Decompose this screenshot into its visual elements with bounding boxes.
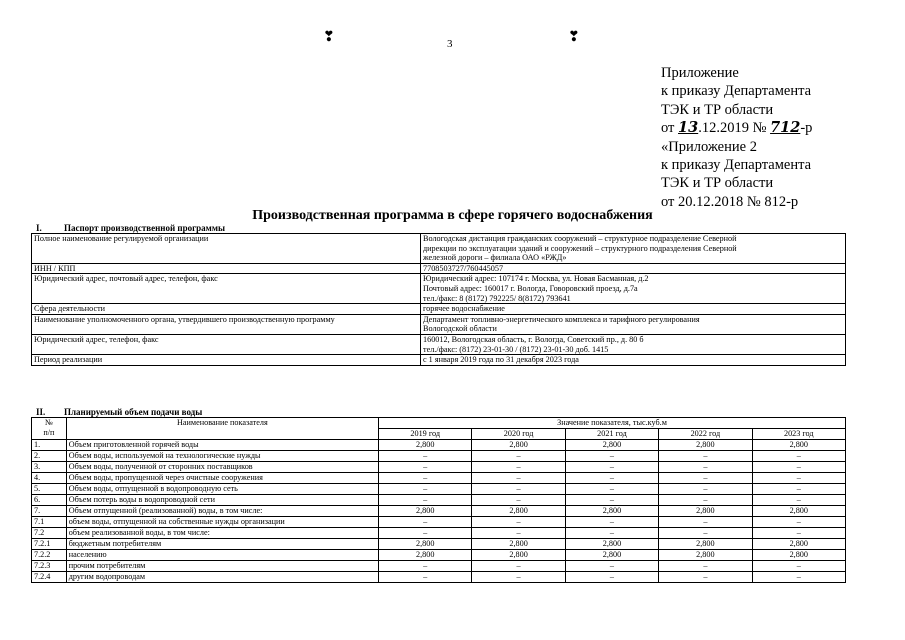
row-value: – — [379, 528, 472, 539]
passport-value-line: тел./факс: (8172) 23-01-30 / (8172) 23-01-30 доб. 1415 — [423, 344, 609, 354]
year-header: 2022 год — [659, 429, 752, 440]
row-number: 3. — [32, 462, 67, 473]
table-row — [32, 539, 846, 550]
passport-value-line: Почтовый адрес: 160017 г. Вологда, Говоровский проезд, д.7а — [423, 283, 638, 293]
passport-value — [421, 355, 846, 366]
row-indicator: населению — [66, 550, 378, 561]
year-header: 2020 год — [472, 429, 565, 440]
section-1-heading — [36, 223, 225, 233]
row-value: – — [472, 528, 565, 539]
passport-value-line: с 1 января 2019 года по 31 декабря 2023 года — [423, 355, 579, 365]
row-number: 7.2.4 — [32, 572, 67, 583]
row-number: 4. — [32, 473, 67, 484]
table-row — [32, 517, 846, 528]
row-value: 2,800 — [752, 440, 845, 451]
scan-mark-left: ❣ — [323, 30, 335, 45]
row-value: – — [752, 517, 845, 528]
row-value: 2,800 — [379, 550, 472, 561]
table-row — [32, 462, 846, 473]
col-header-number-line1: № — [44, 418, 53, 427]
passport-value — [421, 234, 846, 264]
table-row — [32, 506, 846, 517]
row-value: – — [565, 484, 658, 495]
prev-annex-line: ТЭК и ТР области — [661, 175, 774, 192]
annex-line: к приказу Департамента — [661, 83, 812, 100]
row-value: – — [379, 495, 472, 506]
row-indicator: Объем воды, используемой на технологические нужды — [66, 451, 378, 462]
passport-label: Юридический адрес, телефон, факс — [32, 334, 421, 354]
row-indicator: Объем воды, полученной от сторонних поставщиков — [66, 462, 378, 473]
order-prefix: от — [661, 120, 675, 137]
passport-value — [421, 334, 846, 354]
row-value: 2,800 — [379, 506, 472, 517]
row-number: 7.2 — [32, 528, 67, 539]
passport-row — [32, 314, 846, 334]
handwritten-day: 13 — [678, 119, 699, 137]
row-value: – — [752, 561, 845, 572]
passport-value-line: 160012, Вологодская область, г. Вологда, Советский пр., д. 80 б — [423, 334, 644, 344]
passport-value-line: Юридический адрес: 107174 г. Москва, ул. Новая Басманная, д.2 — [423, 274, 649, 284]
row-value: – — [752, 528, 845, 539]
table-row — [32, 484, 846, 495]
row-value: – — [565, 495, 658, 506]
row-value: – — [659, 517, 752, 528]
row-indicator: бюджетным потребителям — [66, 539, 378, 550]
row-number: 1. — [32, 440, 67, 451]
row-value: – — [659, 451, 752, 462]
row-value: 2,800 — [472, 550, 565, 561]
passport-row — [32, 234, 846, 264]
passport-value — [421, 263, 846, 274]
row-indicator: Объем приготовленной горячей воды — [66, 440, 378, 451]
page-number: 3 — [447, 38, 453, 50]
col-header-number-line2: п/п — [43, 427, 55, 437]
row-value: 2,800 — [472, 506, 565, 517]
passport-value-line: железной дороги – филиала ОАО «РЖД» — [423, 253, 567, 263]
row-indicator: другим водопроводам — [66, 572, 378, 583]
row-indicator: Объем воды, отпущенной в водопроводную сеть — [66, 484, 378, 495]
section-1-number: I. — [36, 223, 42, 233]
row-value: 2,800 — [472, 440, 565, 451]
row-value: 2,800 — [565, 539, 658, 550]
table-row — [32, 572, 846, 583]
row-value: 2,800 — [379, 539, 472, 550]
passport-row — [32, 274, 846, 304]
row-value: 2,800 — [565, 506, 658, 517]
col-header-value: Значение показателя, тыс.куб.м — [379, 418, 846, 429]
row-value: – — [379, 451, 472, 462]
row-indicator: Объем потерь воды в водопроводной сети — [66, 495, 378, 506]
row-number: 5. — [32, 484, 67, 495]
year-header: 2021 год — [565, 429, 658, 440]
passport-label: Юридический адрес, почтовый адрес, телефон, факс — [32, 274, 421, 304]
passport-value — [421, 274, 846, 304]
row-number: 6. — [32, 495, 67, 506]
row-value: – — [379, 561, 472, 572]
row-value: – — [379, 517, 472, 528]
table-row — [32, 561, 846, 572]
row-value: 2,800 — [565, 550, 658, 561]
row-value: – — [379, 484, 472, 495]
passport-value-line: Вологодской области — [423, 324, 497, 334]
handwritten-number: 712 — [770, 119, 801, 137]
row-number: 7.1 — [32, 517, 67, 528]
passport-label: Сфера деятельности — [32, 304, 421, 315]
passport-value-line: дирекции по эксплуатации зданий и сооружений – структурного подразделения Северной — [423, 243, 737, 253]
row-value: – — [379, 462, 472, 473]
row-value: – — [659, 484, 752, 495]
row-value: 2,800 — [752, 539, 845, 550]
row-number: 7. — [32, 506, 67, 517]
row-value: – — [565, 517, 658, 528]
row-value: – — [565, 473, 658, 484]
section-2-number: II. — [36, 407, 46, 417]
passport-value-line: тел./факс: 8 (8172) 792225/ 8(8172) 793641 — [423, 293, 571, 303]
passport-value — [421, 304, 846, 315]
row-value: – — [379, 473, 472, 484]
row-value: 2,800 — [565, 440, 658, 451]
row-value: – — [752, 451, 845, 462]
row-number: 7.2.3 — [32, 561, 67, 572]
passport-label: Период реализации — [32, 355, 421, 366]
table-row — [32, 473, 846, 484]
row-indicator: объем воды, отпущенной на собственные нужды организации — [66, 517, 378, 528]
row-indicator: Объем воды, пропущенной через очистные сооружения — [66, 473, 378, 484]
year-header: 2019 год — [379, 429, 472, 440]
section-2-heading — [36, 407, 202, 417]
row-value: 2,800 — [659, 506, 752, 517]
row-value: – — [752, 495, 845, 506]
row-value: – — [659, 561, 752, 572]
passport-value-line: горячее водоснабжение — [423, 304, 505, 314]
row-value: – — [472, 561, 565, 572]
prev-annex-line: к приказу Департамента — [661, 157, 812, 174]
col-header-indicator: Наименование показателя — [66, 418, 378, 440]
table-row — [32, 451, 846, 462]
row-value: – — [472, 572, 565, 583]
row-value: – — [659, 473, 752, 484]
row-value: 2,800 — [659, 440, 752, 451]
row-value: – — [565, 451, 658, 462]
passport-label: ИНН / КПП — [32, 263, 421, 274]
row-number: 2. — [32, 451, 67, 462]
row-value: – — [472, 473, 565, 484]
passport-row — [32, 304, 846, 315]
section-2-title: Планируемый объем подачи воды — [64, 407, 203, 417]
order-mid: .12.2019 № — [698, 120, 767, 137]
passport-row — [32, 355, 846, 366]
row-value: – — [472, 495, 565, 506]
passport-row — [32, 334, 846, 354]
row-value: – — [472, 462, 565, 473]
row-value: – — [379, 572, 472, 583]
row-indicator: прочим потребителям — [66, 561, 378, 572]
row-value: – — [659, 528, 752, 539]
table-row — [32, 550, 846, 561]
passport-value — [421, 314, 846, 334]
row-value: 2,800 — [752, 506, 845, 517]
row-value: 2,800 — [752, 550, 845, 561]
row-value: – — [752, 484, 845, 495]
passport-row — [32, 263, 846, 274]
row-value: 2,800 — [379, 440, 472, 451]
passport-label: Наименование уполномоченного органа, утвердившего производственную программу — [32, 314, 421, 334]
row-value: – — [472, 484, 565, 495]
row-indicator: объем реализованной воды, в том числе: — [66, 528, 378, 539]
document-title: Производственная программа в сфере горячего водоснабжения — [252, 208, 653, 223]
order-suffix: -р — [800, 120, 813, 137]
row-value: – — [752, 462, 845, 473]
row-value: – — [659, 572, 752, 583]
row-value: 2,800 — [472, 539, 565, 550]
section-1-title: Паспорт производственной программы — [64, 223, 225, 233]
row-value: 2,800 — [659, 539, 752, 550]
row-value: – — [472, 517, 565, 528]
row-value: – — [565, 528, 658, 539]
row-value: – — [565, 462, 658, 473]
row-value: – — [659, 495, 752, 506]
passport-value-line: Департамент топливно-энергетического комплекса и тарифного регулирования — [423, 314, 700, 324]
passport-table — [31, 233, 846, 366]
annex-block — [661, 64, 812, 211]
water-volume-table — [31, 417, 846, 583]
annex-line: Приложение — [661, 65, 739, 81]
row-number: 7.2.1 — [32, 539, 67, 550]
table-row — [32, 528, 846, 539]
scan-mark-right: ❣ — [568, 30, 580, 45]
row-value: – — [752, 473, 845, 484]
row-value: 2,800 — [659, 550, 752, 561]
passport-value-line: Вологодская дистанция гражданских сооружений – структурное подразделение Северной — [423, 234, 737, 243]
row-value: – — [472, 451, 565, 462]
prev-annex-line: «Приложение 2 — [661, 138, 757, 155]
passport-value-line: 7708503727/760445057 — [423, 263, 504, 273]
order-date-line — [661, 119, 812, 137]
passport-label: Полное наименование регулируемой организации — [32, 234, 421, 264]
table-row — [32, 440, 846, 451]
row-value: – — [752, 572, 845, 583]
table-row — [32, 495, 846, 506]
row-value: – — [565, 561, 658, 572]
prev-annex-line: от 20.12.2018 № 812-р — [661, 193, 799, 210]
col-header-number — [32, 418, 67, 440]
year-header: 2023 год — [752, 429, 845, 440]
row-value: – — [659, 462, 752, 473]
row-value: – — [565, 572, 658, 583]
row-indicator: Объем отпущенной (реализованной) воды, в том числе: — [66, 506, 378, 517]
row-number: 7.2.2 — [32, 550, 67, 561]
annex-line: ТЭК и ТР области — [661, 101, 774, 118]
